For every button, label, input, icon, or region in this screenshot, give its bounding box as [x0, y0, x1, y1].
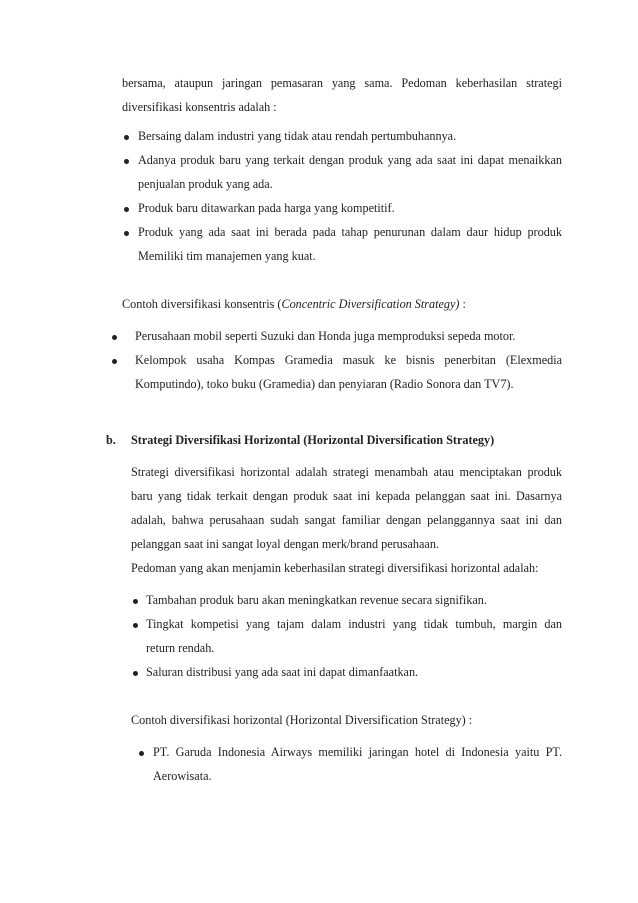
list-item-continuation: Memiliki tim manajemen yang kuat. [138, 249, 316, 263]
list-item: PT. Garuda Indonesia Airways memiliki jaringan hotel di Indonesia yaitu PT. [153, 745, 562, 759]
bullet-dot-icon [112, 335, 117, 340]
list-item-continuation: penjualan produk yang ada. [138, 177, 273, 191]
bullet-dot-icon [124, 231, 129, 236]
list-item: Tingkat kompetisi yang tajam dalam industri yang tidak tumbuh, margin dan [146, 617, 562, 631]
list-item: Tambahan produk baru akan meningkatkan revenue secara signifikan. [146, 593, 487, 607]
bullet-dot-icon [112, 359, 117, 364]
list-item-continuation: Aerowisata. [153, 769, 212, 783]
list-item: Produk yang ada saat ini berada pada tahap penurunan dalam daur hidup produk [138, 225, 562, 239]
bullet-dot-icon [124, 159, 129, 164]
example-concentric-label [122, 296, 466, 312]
bullet-dot-icon [133, 599, 138, 604]
list-item: Perusahaan mobil seperti Suzuki dan Honda juga memproduksi sepeda motor. [135, 329, 516, 343]
section-b-paragraph-line: pelanggan saat ini sangat loyal dengan merk/brand perusahaan. [131, 537, 439, 551]
section-b-paragraph-line: adalah, bahwa perusahaan sudah sangat familiar dengan pelanggannya saat ini dan [131, 513, 562, 527]
section-b-paragraph-line: baru yang tidak terkait dengan produk saat ini kepada pelanggan saat ini. Dasarnya [131, 489, 562, 503]
list-item: Kelompok usaha Kompas Gramedia masuk ke bisnis penerbitan (Elexmedia [135, 353, 562, 367]
list-item: Saluran distribusi yang ada saat ini dapat dimanfaatkan. [146, 665, 419, 679]
list-item: Adanya produk baru yang terkait dengan produk yang ada saat ini dapat menaikkan [138, 153, 562, 167]
bullet-dot-icon [124, 207, 129, 212]
bullet-dot-icon [124, 135, 129, 140]
list-item: Produk baru ditawarkan pada harga yang kompetitif. [138, 201, 395, 215]
section-b-guide-intro: Pedoman yang akan menjamin keberhasilan strategi diversifikasi horizontal adalah: [131, 561, 539, 575]
intro-line-1: bersama, ataupun jaringan pemasaran yang sama. Pedoman keberhasilan strategi [122, 76, 562, 90]
example-label-text: Contoh diversifikasi konsentris ( [122, 297, 282, 311]
example-horizontal-label: Contoh diversifikasi horizontal (Horizontal Diversification Strategy) : [131, 713, 473, 727]
intro-line-2: diversifikasi konsentris adalah : [122, 100, 277, 114]
bullet-dot-icon [139, 751, 144, 756]
list-item: Bersaing dalam industri yang tidak atau rendah pertumbuhannya. [138, 129, 457, 143]
list-item-continuation: return rendah. [146, 641, 215, 655]
list-item-continuation: Komputindo), toko buku (Gramedia) dan penyiaran (Radio Sonora dan TV7). [135, 377, 514, 391]
section-b-paragraph-line: Strategi diversifikasi horizontal adalah strategi menambah atau menciptakan produk [131, 465, 562, 479]
bullet-dot-icon [133, 671, 138, 676]
bullet-dot-icon [133, 623, 138, 628]
section-b-letter: b. [106, 433, 116, 447]
example-label-suffix: : [459, 297, 466, 311]
section-b-title: Strategi Diversifikasi Horizontal (Horizontal Diversification Strategy) [131, 433, 495, 447]
example-label-italic: Concentric Diversification Strategy) [281, 297, 460, 311]
